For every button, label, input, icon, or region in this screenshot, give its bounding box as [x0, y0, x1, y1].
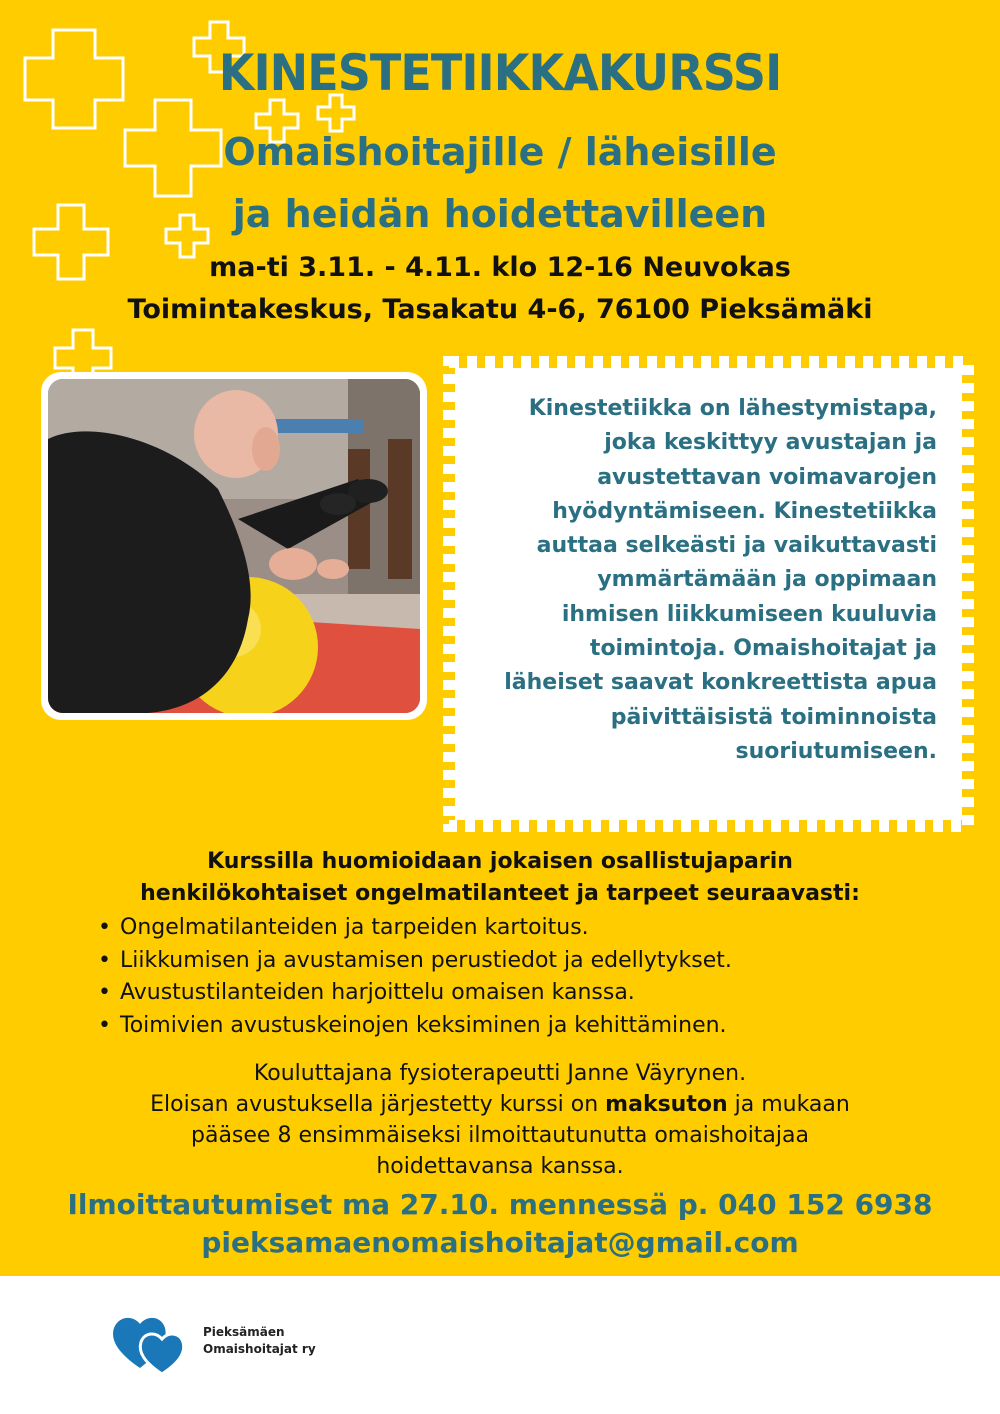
registration-line: Ilmoittautumiset ma 27.10. mennessä p. 040 152 6938: [67, 1188, 933, 1221]
subtitle-line-1: Omaishoitajille / läheisille: [223, 130, 777, 174]
course-bullet-list: [98, 912, 732, 1042]
list-item: • Liikkumisen ja avustamisen perustiedot ja edellytykset.: [98, 945, 732, 978]
page-title: KINESTETIIKKAKURSSI: [218, 44, 782, 102]
course-info: [0, 1058, 1000, 1182]
description-line: avustettavan voimavarojen: [597, 464, 937, 490]
price-line: [0, 1089, 1000, 1120]
description-line: Kinestetiikka on lähestymistapa,: [528, 396, 937, 421]
price-line-pre: Eloisan avustuksella järjestetty kurssi on: [150, 1092, 606, 1117]
list-item: • Toimivien avustuskeinojen keksiminen ja kehittäminen.: [98, 1010, 732, 1043]
list-item: • Ongelmatilanteiden ja tarpeiden kartoitus.: [98, 912, 732, 945]
description-line: toimintoja. Omaishoitajat ja: [589, 636, 937, 662]
organization-name: [203, 1324, 316, 1358]
intro-line-2: henkilökohtaiset ongelmatilanteet ja tarpeet seuraavasti:: [140, 881, 860, 906]
free-highlight: maksuton: [605, 1092, 728, 1117]
trainer-line: Kouluttajana fysioterapeutti Janne Väyrynen.: [253, 1061, 747, 1086]
capacity-line-2: hoidettavansa kanssa.: [376, 1154, 624, 1179]
org-name-line-2: Omaishoitajat ry: [203, 1342, 316, 1356]
capacity-line: pääsee 8 ensimmäiseksi ilmoittautunutta omaishoitajaa: [191, 1123, 809, 1148]
description-line: päivittäisistä toiminnoista: [610, 704, 937, 730]
description-line: ymmärtämään ja oppimaan: [597, 567, 937, 593]
description-text: [455, 392, 937, 769]
course-photo: [48, 379, 420, 713]
description-line: joka keskittyy avustajan ja: [604, 430, 937, 456]
two-hearts-icon: [110, 1308, 196, 1376]
list-item: • Avustustilanteiden harjoittelu omaisen kanssa.: [98, 977, 732, 1010]
description-line: läheiset saavat konkreettista apua: [504, 670, 937, 696]
subtitle-line-2: ja heidän hoidettavilleen: [232, 192, 768, 236]
org-name-line-1: Pieksämäen: [203, 1325, 285, 1339]
description-line: auttaa selkeästi ja vaikuttavasti: [536, 533, 937, 559]
price-line-post: ja mukaan: [727, 1092, 850, 1117]
course-intro: [0, 846, 1000, 910]
intro-line-1: Kurssilla huomioidaan jokaisen osallistujaparin: [207, 849, 793, 874]
description-line: suoriutumiseen.: [735, 738, 937, 764]
description-line: ihmisen liikkumiseen kuuluvia: [561, 601, 937, 627]
venue-line: Toimintakeskus, Tasakatu 4-6, 76100 Pieksämäki: [127, 294, 873, 325]
description-line: hyödyntämiseen. Kinestetiikka: [552, 498, 937, 524]
contact-email[interactable]: pieksamaenomaishoitajat@gmail.com: [201, 1226, 799, 1259]
date-line: ma-ti 3.11. - 4.11. klo 12-16 Neuvokas: [209, 252, 791, 283]
